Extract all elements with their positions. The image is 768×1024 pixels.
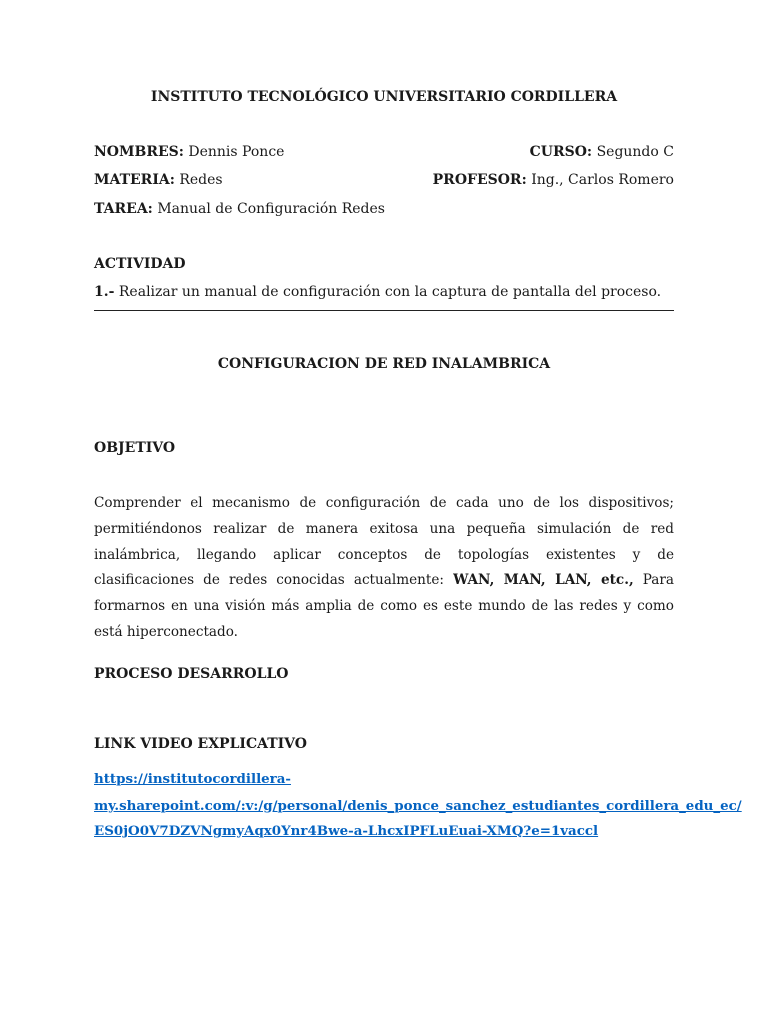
- materia-value: Redes: [179, 172, 223, 188]
- objective-paragraph: [94, 491, 674, 646]
- video-link-line-2[interactable]: my.sharepoint.com/:v:/g/personal/denis_ponce_sanchez_estudiantes_cordillera_edu_ec/: [94, 798, 742, 814]
- curso-value: Segundo C: [596, 144, 674, 160]
- activity-number: 1.-: [94, 284, 115, 300]
- curso-label: CURSO:: [529, 144, 593, 160]
- nombres-value: Dennis Ponce: [188, 144, 285, 160]
- tarea-label: TAREA:: [94, 201, 153, 217]
- video-heading: LINK VIDEO EXPLICATIVO: [94, 736, 307, 752]
- profesor-label: PROFESOR:: [432, 172, 527, 188]
- video-link-line-3[interactable]: ES0jO0V7DZVNgmyAqx0Ynr4Bwe-a-LhcxIPFLuEuai-XMQ?e=1vaccl: [94, 823, 599, 839]
- activity-heading: ACTIVIDAD: [94, 256, 186, 272]
- nombres-label: NOMBRES:: [94, 144, 184, 160]
- activity-text: Realizar un manual de configuración con la captura de pantalla del proceso.: [118, 284, 662, 300]
- video-link-line-1[interactable]: https://institutocordillera-: [94, 771, 291, 787]
- row-tarea: [94, 200, 674, 218]
- institution-title: INSTITUTO TECNOLÓGICO UNIVERSITARIO CORDILLERA: [150, 89, 618, 105]
- horizontal-divider: [94, 310, 674, 311]
- activity-item: [94, 283, 674, 301]
- objective-text-bold: WAN, MAN, LAN, etc.,: [453, 572, 634, 589]
- curso-field: [530, 143, 674, 161]
- section-title: CONFIGURACION DE RED INALAMBRICA: [217, 356, 551, 372]
- profesor-value: Ing., Carlos Romero: [531, 172, 674, 188]
- profesor-field: [433, 171, 674, 189]
- row-nombres-curso: [94, 143, 674, 161]
- materia-label: MATERIA:: [94, 172, 175, 188]
- row-materia-profesor: [94, 171, 674, 189]
- process-heading: PROCESO DESARROLLO: [94, 666, 289, 682]
- objective-text-part2: Para formarnos en una visión más amplia de como es este mundo de las redes y como está hiperconectado.: [94, 572, 674, 640]
- objective-text-part1: Comprender el mecanismo de configuración de cada uno de los dispositivos; permitiéndonos realizar de manera exitosa una pequeña simulación de red inalámbrica, llegando aplicar conceptos de topologías existentes y de clasificaciones de redes conocidas actualmente:: [94, 495, 674, 589]
- tarea-value: Manual de Configuración Redes: [157, 201, 385, 217]
- objective-heading: OBJETIVO: [94, 440, 176, 456]
